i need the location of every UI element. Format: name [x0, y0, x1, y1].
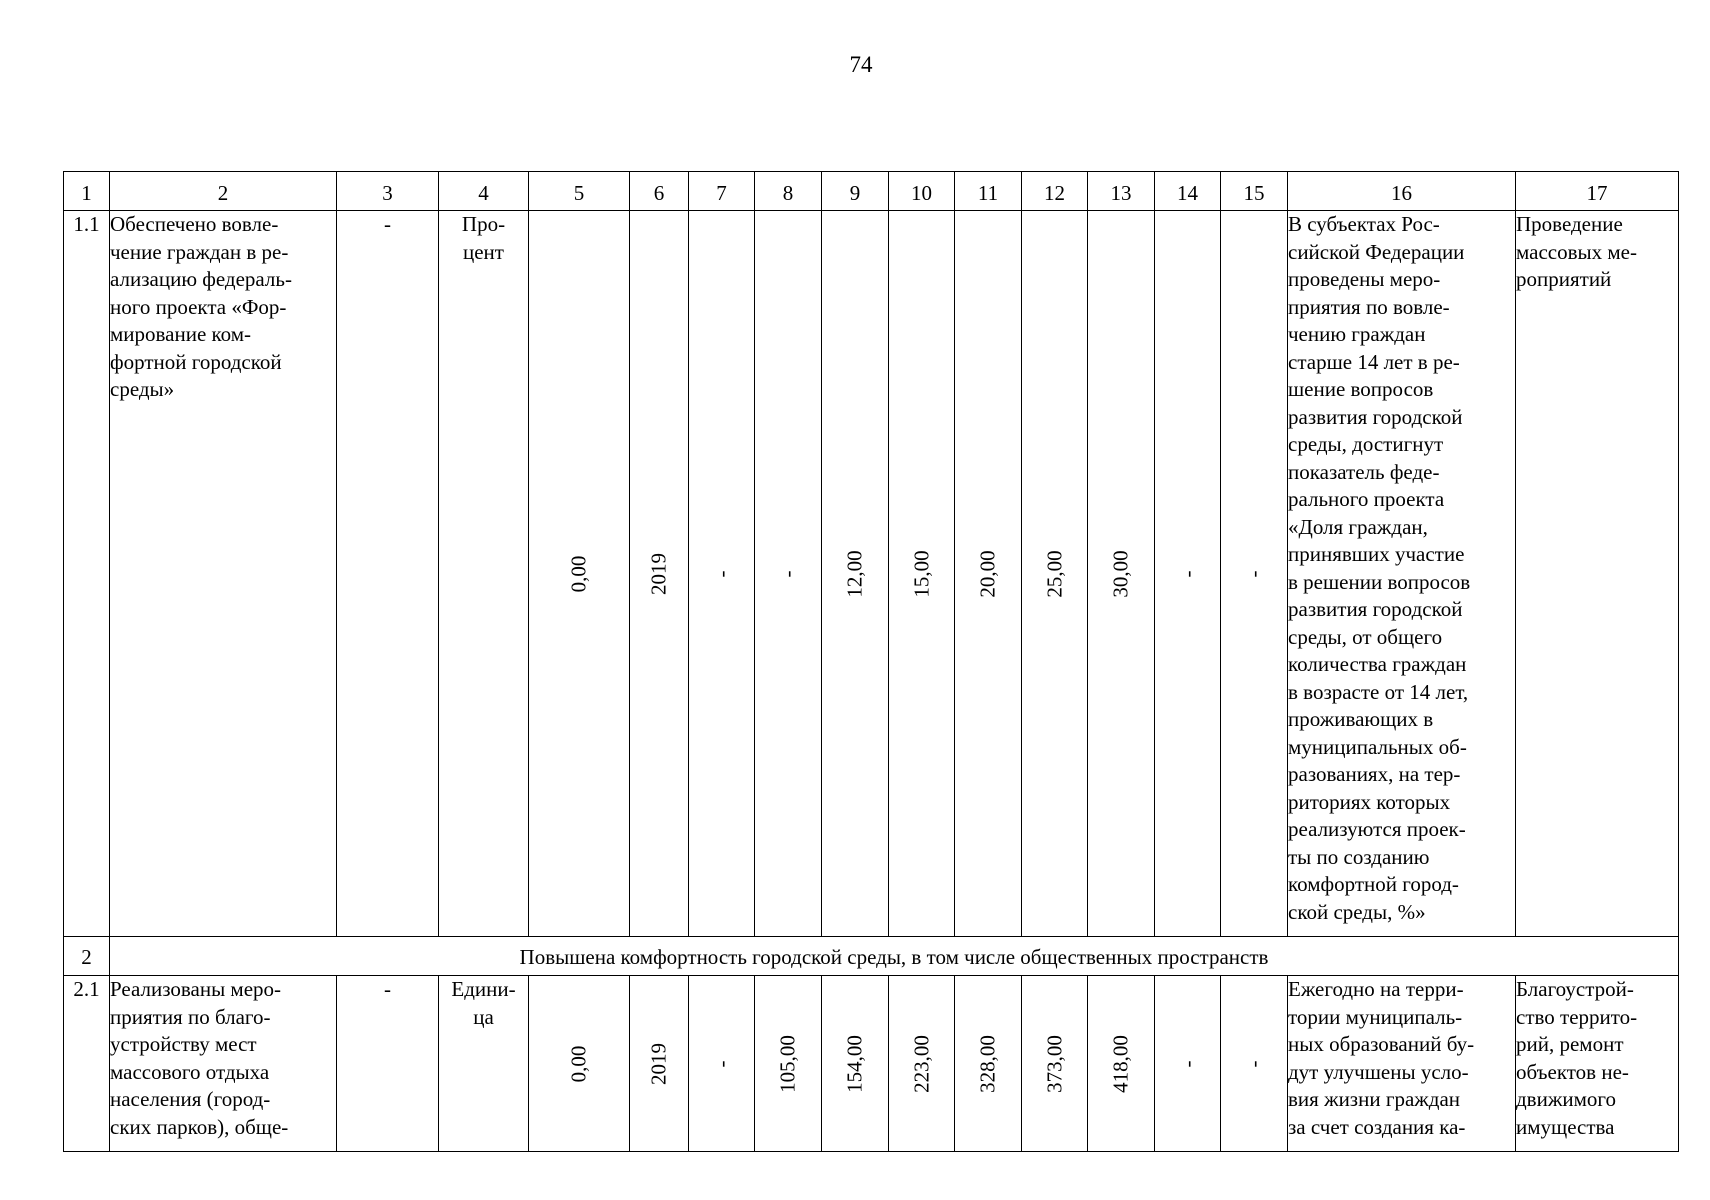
text-line: реализуются проек- [1288, 817, 1466, 841]
value-cell [889, 976, 955, 1152]
text-line: муниципальных об- [1288, 734, 1467, 759]
value-cell [822, 211, 889, 937]
value-cell [689, 976, 755, 1152]
base-year: 2019 [646, 552, 671, 595]
text-line: ных образований бу- [1288, 1032, 1475, 1056]
text-line: тории муниципаль- [1288, 1004, 1463, 1029]
text-line: в решении вопросов [1288, 569, 1471, 594]
text-line: количества граждан [1288, 652, 1467, 676]
value: 20,00 [975, 549, 1000, 598]
result-type-cell [1516, 211, 1679, 937]
unit-cell [439, 976, 529, 1152]
text-line: Обеспечено вовле- [110, 212, 279, 236]
text-line: Проведение [1516, 212, 1623, 236]
text-line: роприятий [1516, 267, 1612, 291]
value: - [1241, 570, 1266, 577]
text-line: старше 14 лет в ре- [1288, 349, 1460, 374]
base-value: 0,00 [566, 555, 591, 592]
type-cell: - [337, 976, 439, 1152]
header-cell: 6 [630, 172, 689, 211]
section-title: Повышена комфортность городской среды, в том числе общественных пространств [110, 937, 1679, 976]
header-cell: 7 [689, 172, 755, 211]
row-number: 2.1 [64, 976, 110, 1152]
text-line: ство террито- [1516, 1004, 1638, 1029]
header-cell: 13 [1088, 172, 1155, 211]
unit-cell [439, 211, 529, 937]
text-line: приятия по вовле- [1288, 294, 1450, 319]
text-line: чению граждан [1288, 322, 1426, 346]
value: 373,00 [1041, 1034, 1066, 1093]
text-line: дут улучшены усло- [1288, 1059, 1469, 1084]
value: 12,00 [842, 549, 867, 598]
text-line: Про- [461, 212, 506, 236]
text-line: вия жизни граждан [1288, 1087, 1461, 1111]
value: 223,00 [908, 1034, 933, 1093]
header-cell: 14 [1155, 172, 1221, 211]
value-cell [1088, 211, 1155, 937]
text-line: среды» [110, 377, 175, 401]
value: - [1174, 1060, 1199, 1067]
value-cell [1221, 976, 1288, 1152]
text-line: разованиях, на тер- [1288, 762, 1461, 786]
text-line: комфортной город- [1288, 872, 1459, 896]
text-line: Благоустрой- [1516, 977, 1634, 1001]
result-name-cell [110, 976, 337, 1152]
results-table [63, 171, 1679, 1152]
value-cell [755, 976, 822, 1152]
text-line: устройству мест [110, 1032, 257, 1056]
value: 15,00 [908, 549, 933, 598]
value-cell [1221, 211, 1288, 937]
header-cell: 16 [1288, 172, 1516, 211]
value: 25,00 [1041, 549, 1066, 598]
header-cell: 9 [822, 172, 889, 211]
text-line: имущества [1516, 1114, 1615, 1139]
base-year-cell [630, 976, 689, 1152]
base-year-cell [630, 211, 689, 937]
text-line: приятия по благо- [110, 1004, 271, 1029]
text-line: за счет создания ка- [1288, 1114, 1466, 1139]
text-line: Реализованы меро- [110, 977, 282, 1001]
text-line: в возрасте от 14 лет, [1288, 679, 1469, 704]
header-cell: 10 [889, 172, 955, 211]
text-line: показатель феде- [1288, 459, 1440, 484]
value-cell [1022, 976, 1088, 1152]
text-line: шение вопросов [1288, 377, 1434, 401]
base-value-cell [529, 211, 630, 937]
text-line: ного проекта «Фор- [110, 294, 287, 319]
value: 418,00 [1108, 1034, 1133, 1093]
text-line: рального проекта [1288, 487, 1445, 511]
text-line: населения (город- [110, 1087, 271, 1111]
base-year: 2019 [646, 1042, 671, 1085]
header-cell: 17 [1516, 172, 1679, 211]
text-line: проживающих в [1288, 707, 1434, 731]
value: - [708, 570, 733, 577]
value-cell [889, 211, 955, 937]
text-line: «Доля граждан, [1288, 514, 1428, 539]
value-cell [1155, 211, 1221, 937]
type-cell: - [337, 211, 439, 937]
header-cell: 12 [1022, 172, 1088, 211]
value: - [1174, 570, 1199, 577]
value-cell [955, 211, 1022, 937]
text-line: В субъектах Рос- [1288, 212, 1440, 236]
text-line: ты по созданию [1288, 844, 1430, 869]
text-line: проведены меро- [1288, 267, 1441, 291]
value: - [1241, 1060, 1266, 1067]
text-line: чение граждан в ре- [110, 239, 289, 264]
text-line: рий, ремонт [1516, 1032, 1624, 1056]
base-value-cell [529, 976, 630, 1152]
text-line: ской среды, %» [1288, 899, 1426, 924]
text-line: сийской Федерации [1288, 239, 1465, 264]
value-cell [955, 976, 1022, 1152]
result-name-cell [110, 211, 337, 937]
value-cell [1022, 211, 1088, 937]
value-cell [1155, 976, 1221, 1152]
text-line: движимого [1516, 1087, 1616, 1111]
value: 105,00 [775, 1034, 800, 1093]
text-line: среды, от общего [1288, 624, 1443, 649]
text-line: Ежегодно на терри- [1288, 977, 1464, 1001]
header-cell: 5 [529, 172, 630, 211]
text-line: принявших участие [1288, 542, 1465, 566]
text-line: фортной городской [110, 349, 282, 374]
value-cell [822, 976, 889, 1152]
section-number: 2 [64, 937, 110, 976]
value: 154,00 [842, 1034, 867, 1093]
value: - [775, 570, 800, 577]
value-cell [689, 211, 755, 937]
value-cell [1088, 976, 1155, 1152]
text-line: массовых ме- [1516, 239, 1637, 264]
result-type-cell [1516, 976, 1679, 1152]
text-line: цент [463, 239, 504, 264]
text-line: развития городской [1288, 597, 1463, 621]
section-row [64, 937, 1679, 976]
header-row [64, 172, 1679, 211]
text-line: развития городской [1288, 404, 1463, 429]
value: - [708, 1060, 733, 1067]
header-cell: 15 [1221, 172, 1288, 211]
table-row [64, 211, 1679, 937]
characteristic-cell [1288, 211, 1516, 937]
header-cell: 11 [955, 172, 1022, 211]
value-cell [755, 211, 822, 937]
header-cell: 3 [337, 172, 439, 211]
header-cell: 2 [110, 172, 337, 211]
text-line: риториях которых [1288, 789, 1451, 814]
text-line: объектов не- [1516, 1059, 1629, 1084]
value: 30,00 [1108, 549, 1133, 598]
text-line: ских парков), обще- [110, 1114, 289, 1139]
table-row [64, 976, 1679, 1152]
base-value: 0,00 [566, 1045, 591, 1082]
header-cell: 4 [439, 172, 529, 211]
text-line: Едини- [451, 977, 516, 1001]
text-line: мирование ком- [110, 322, 252, 346]
page-number: 74 [849, 52, 873, 77]
text-line: массового отдыха [110, 1059, 270, 1084]
value: 328,00 [975, 1034, 1000, 1093]
characteristic-cell [1288, 976, 1516, 1152]
text-line: ца [473, 1004, 494, 1029]
header-cell: 8 [755, 172, 822, 211]
text-line: среды, достигнут [1288, 432, 1444, 456]
row-number: 1.1 [64, 211, 110, 937]
header-cell: 1 [64, 172, 110, 211]
text-line: ализацию федераль- [110, 267, 292, 291]
